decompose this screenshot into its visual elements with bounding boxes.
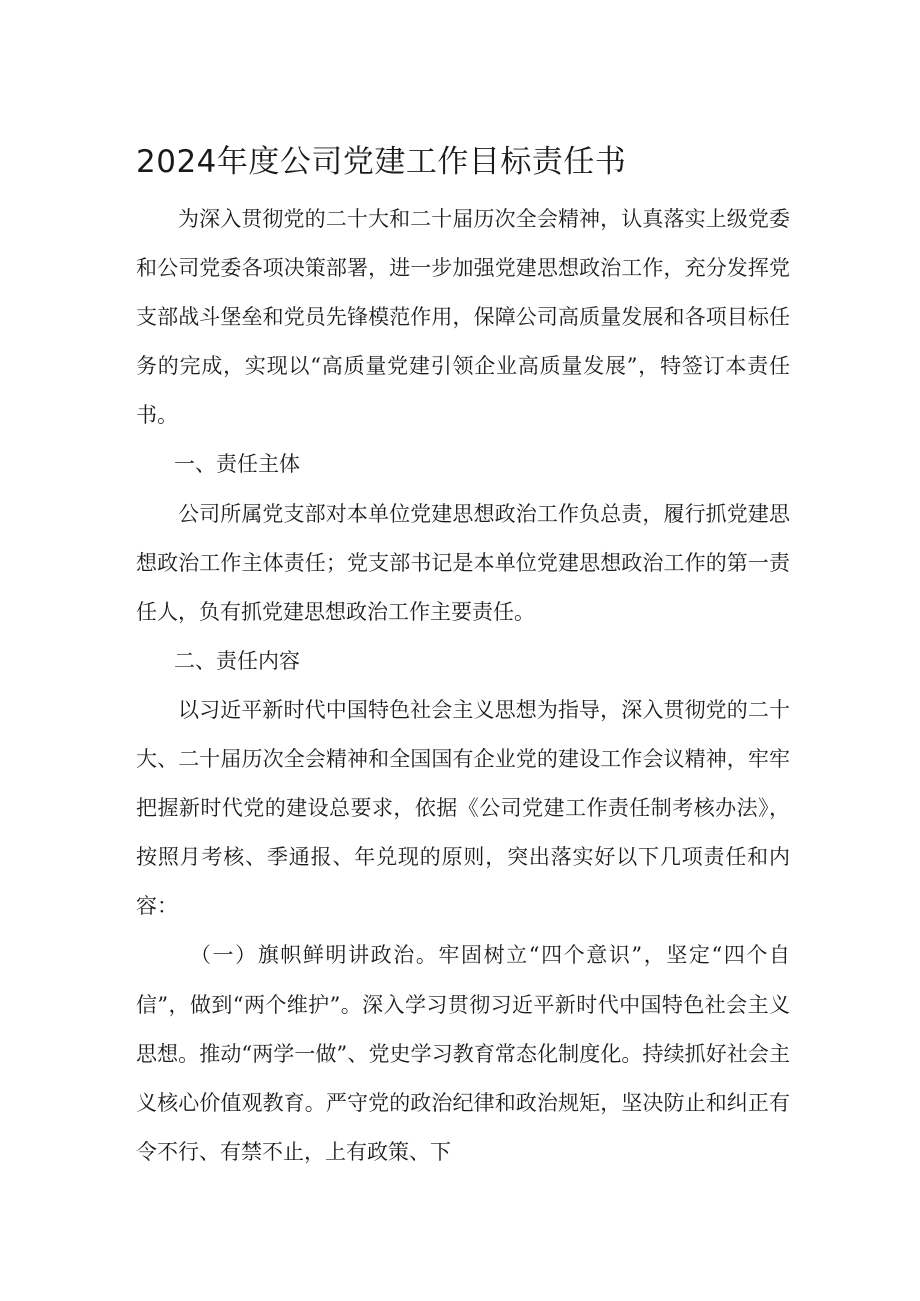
responsibility-subject-paragraph: 公司所属党支部对本单位党建思想政治工作负总责，履行抓党建思想政治工作主体责任；党支部书记是本单位党建思想政治工作的第一责任人，负有抓党建思想政治工作主要责任。 bbox=[136, 501, 790, 624]
subsection-politics-paragraph: （一）旗帜鲜明讲政治。牢固树立“四个意识”，坚定“四个自信”，做到“两个维护”。深入学习贯彻习近平新时代中国特色社会主义思想。推动“两学一做”、党史学习教育常态化制度化。持续抓好社会主义核心价值观教育。严守党的政治纪律和政治规矩，坚决防止和纠正有令不行、有禁不止，上有政策、下 bbox=[136, 943, 790, 1164]
section-heading-responsibility-content: 二、责任内容 bbox=[174, 648, 300, 673]
intro-paragraph: 为深入贯彻党的二十大和二十届历次全会精神，认真落实上级党委和公司党委各项决策部署，进一步加强党建思想政治工作，充分发挥党支部战斗堡垒和党员先锋模范作用，保障公司高质量发展和各项目标任务的完成，实现以“高质量党建引领企业高质量发展”，特签订本责任书。 bbox=[136, 207, 790, 428]
document-title: 2024年度公司党建工作目标责任书 bbox=[136, 144, 627, 180]
section-heading-responsibility-subject: 一、责任主体 bbox=[174, 452, 300, 477]
responsibility-content-paragraph: 以习近平新时代中国特色社会主义思想为指导，深入贯彻党的二十大、二十届历次全会精神和全国国有企业党的建设工作会议精神，牢牢把握新时代党的建设总要求，依据《公司党建工作责任制考核办法》，按照月考核、季通报、年兑现的原则，突出落实好以下几项责任和内容： bbox=[136, 697, 790, 919]
document-body bbox=[136, 195, 790, 1177]
